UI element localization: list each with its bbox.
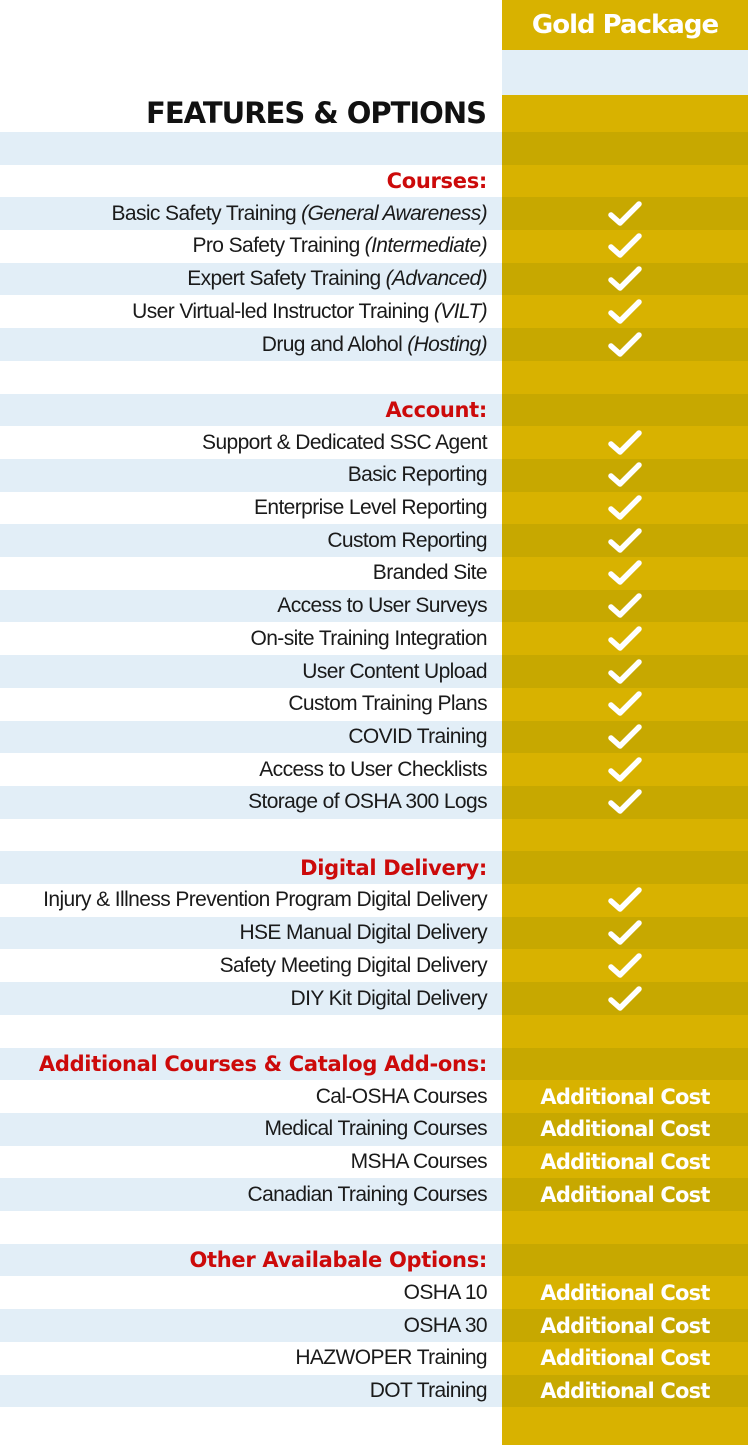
feature-row [0,1080,748,1113]
feature-label: HAZWOPER Training [295,1346,487,1370]
feature-value-cell [502,197,748,230]
feature-row [0,1342,748,1375]
additional-cost-label: Additional Cost [540,1150,710,1175]
feature-row [0,721,748,754]
feature-value-cell [502,459,748,492]
checkmark-icon [607,592,643,620]
additional-cost-label: Additional Cost [540,1182,710,1207]
spacer-cell [0,1211,502,1244]
feature-label-cell [0,296,502,329]
feature-label: Support & Dedicated SSC Agent [202,430,487,454]
section-heading-row [0,1048,748,1081]
feature-row [0,524,748,557]
section-heading-gold-cell [502,1048,748,1081]
checkmark-icon [607,690,643,718]
spacer-cell [0,1015,502,1048]
feature-note: (General Awareness) [301,201,487,225]
gold-package-header: Gold Package [502,0,748,50]
checkmark-icon [607,952,643,980]
additional-cost-label: Additional Cost [540,1280,710,1305]
feature-label: Access to User Checklists [259,757,487,781]
feature-value-cell [502,1277,748,1310]
feature-value-cell [502,917,748,950]
feature-row [0,328,748,361]
feature-label: Pro Safety Training [192,234,360,258]
feature-label-cell [0,230,502,263]
feature-row [0,296,748,329]
spacer-gold-cell [502,1015,748,1048]
feature-row [0,917,748,950]
feature-label-cell [0,524,502,557]
feature-row [0,655,748,688]
feature-label-cell [0,426,502,459]
feature-label-cell [0,492,502,525]
feature-label-cell [0,1309,502,1342]
section-heading: Account: [0,394,502,427]
checkmark-icon [607,919,643,947]
feature-label-cell [0,950,502,983]
feature-row [0,263,748,296]
feature-label-cell [0,917,502,950]
feature-label: Safety Meeting Digital Delivery [219,953,487,977]
feature-label: Cal-OSHA Courses [315,1084,487,1108]
additional-cost-label: Additional Cost [540,1084,710,1109]
feature-value-cell [502,1178,748,1211]
feature-value-cell [502,721,748,754]
feature-value-cell [502,1309,748,1342]
feature-row [0,982,748,1015]
checkmark-icon [607,723,643,751]
feature-value-cell [502,688,748,721]
feature-label: COVID Training [348,724,487,748]
feature-value-cell [502,786,748,819]
feature-label-cell [0,623,502,656]
feature-value-cell [502,492,748,525]
checkmark-icon [607,298,643,326]
feature-row [0,688,748,721]
section-heading-row [0,1244,748,1277]
spacer-gold-cell [502,1211,748,1244]
feature-label: DOT Training [369,1378,487,1402]
feature-label-cell [0,753,502,786]
feature-row [0,1277,748,1310]
checkmark-icon [607,788,643,816]
section-heading: Other Availabale Options: [0,1244,502,1277]
section-heading-row [0,165,748,198]
feature-row [0,492,748,525]
feature-row [0,590,748,623]
spacer-row [0,1015,748,1048]
feature-row [0,753,748,786]
feature-label: OSHA 10 [403,1280,487,1304]
feature-value-cell [502,884,748,917]
checkmark-icon [607,461,643,489]
feature-row [0,230,748,263]
section-heading-gold-cell [502,1244,748,1277]
feature-value-cell [502,1375,748,1408]
feature-row [0,557,748,590]
feature-label: Branded Site [372,561,487,585]
feature-value-cell [502,753,748,786]
feature-label-cell [0,263,502,296]
feature-label: Drug and Alohol [261,332,403,356]
feature-label-cell [0,1375,502,1408]
section-heading: Courses: [386,169,487,194]
feature-row [0,786,748,819]
checkmark-icon [607,886,643,914]
feature-note: (Hosting) [407,332,487,356]
spacer-row [0,132,748,165]
feature-value-cell [502,426,748,459]
feature-row [0,623,748,656]
feature-row [0,1146,748,1179]
spacer-gold-cell [502,819,748,852]
feature-label: MSHA Courses [350,1150,487,1174]
spacer-cell [0,132,502,165]
feature-row [0,1309,748,1342]
checkmark-icon [607,658,643,686]
feature-label: DIY Kit Digital Delivery [290,986,487,1010]
feature-label: Custom Reporting [327,528,487,552]
section-heading: Digital Delivery: [0,851,502,884]
feature-value-cell [502,982,748,1015]
feature-label-cell [0,1146,502,1179]
features-title: FEATURES & OPTIONS [146,96,486,130]
additional-cost-label: Additional Cost [540,1313,710,1338]
feature-label: HSE Manual Digital Delivery [239,921,487,945]
checkmark-icon [607,625,643,653]
feature-value-cell [502,950,748,983]
feature-label: User Content Upload [302,659,487,683]
spacer-gold-cell [502,132,748,165]
checkmark-icon [607,232,643,260]
section-heading-gold-cell [502,394,748,427]
feature-value-cell [502,263,748,296]
section-heading-gold-cell [502,165,748,198]
feature-note: (Intermediate) [364,234,487,258]
checkmark-icon [607,527,643,555]
feature-label: OSHA 30 [403,1313,487,1337]
feature-label: Basic Safety Training [111,201,297,225]
feature-value-cell [502,1113,748,1146]
feature-label-cell [0,1113,502,1146]
feature-label-cell [0,590,502,623]
feature-value-cell [502,1146,748,1179]
feature-label: Expert Safety Training [187,267,381,291]
checkmark-icon [607,200,643,228]
checkmark-icon [607,559,643,587]
checkmark-icon [607,265,643,293]
feature-label-cell [0,982,502,1015]
section-heading: Additional Courses & Catalog Add-ons: [0,1048,502,1081]
additional-cost-label: Additional Cost [540,1117,710,1142]
feature-label: Canadian Training Courses [247,1182,487,1206]
feature-row [0,1178,748,1211]
additional-cost-label: Additional Cost [540,1346,710,1371]
feature-label-cell [0,328,502,361]
feature-label: Access to User Surveys [277,594,487,618]
feature-label-cell [0,557,502,590]
feature-label: Enterprise Level Reporting [253,496,487,520]
section-heading-gold-cell [502,851,748,884]
feature-note: (VILT) [433,299,487,323]
spacer-gold-cell [502,361,748,394]
feature-label: Basic Reporting [347,463,487,487]
gold-header-spacer [502,50,748,95]
feature-label-cell [0,1342,502,1375]
checkmark-icon [607,429,643,457]
feature-label: Medical Training Courses [264,1117,487,1141]
checkmark-icon [607,985,643,1013]
feature-label-cell [0,721,502,754]
feature-row [0,950,748,983]
feature-row [0,1113,748,1146]
spacer-cell [0,361,502,394]
feature-row [0,426,748,459]
feature-note: (Advanced) [385,267,487,291]
feature-label: Injury & Illness Prevention Program Digital Delivery [43,888,487,912]
feature-value-cell [502,524,748,557]
feature-value-cell [502,230,748,263]
spacer-row [0,361,748,394]
feature-value-cell [502,328,748,361]
feature-row [0,884,748,917]
feature-value-cell [502,296,748,329]
checkmark-icon [607,494,643,522]
feature-label-cell [0,1080,502,1113]
feature-label: Custom Training Plans [288,692,487,716]
section-heading-row [0,851,748,884]
feature-label-cell [0,786,502,819]
feature-label-cell [0,884,502,917]
feature-label-cell [0,1178,502,1211]
feature-value-cell [502,1342,748,1375]
feature-label-cell [0,197,502,230]
additional-cost-label: Additional Cost [540,1378,710,1403]
feature-row [0,197,748,230]
feature-value-cell [502,655,748,688]
feature-value-cell [502,557,748,590]
spacer-row [0,819,748,852]
feature-label-cell [0,688,502,721]
feature-label-cell [0,459,502,492]
spacer-cell [0,819,502,852]
feature-value-cell [502,1080,748,1113]
spacer-row [0,1211,748,1244]
feature-label: On-site Training Integration [250,626,487,650]
feature-label-cell [0,1277,502,1310]
feature-row [0,1375,748,1408]
feature-row [0,459,748,492]
feature-label: User Virtual-led Instructor Training [132,299,429,323]
feature-label: Storage of OSHA 300 Logs [248,790,487,814]
checkmark-icon [607,331,643,359]
feature-value-cell [502,623,748,656]
feature-value-cell [502,590,748,623]
checkmark-icon [607,756,643,784]
section-heading-row [0,394,748,427]
feature-label-cell [0,655,502,688]
